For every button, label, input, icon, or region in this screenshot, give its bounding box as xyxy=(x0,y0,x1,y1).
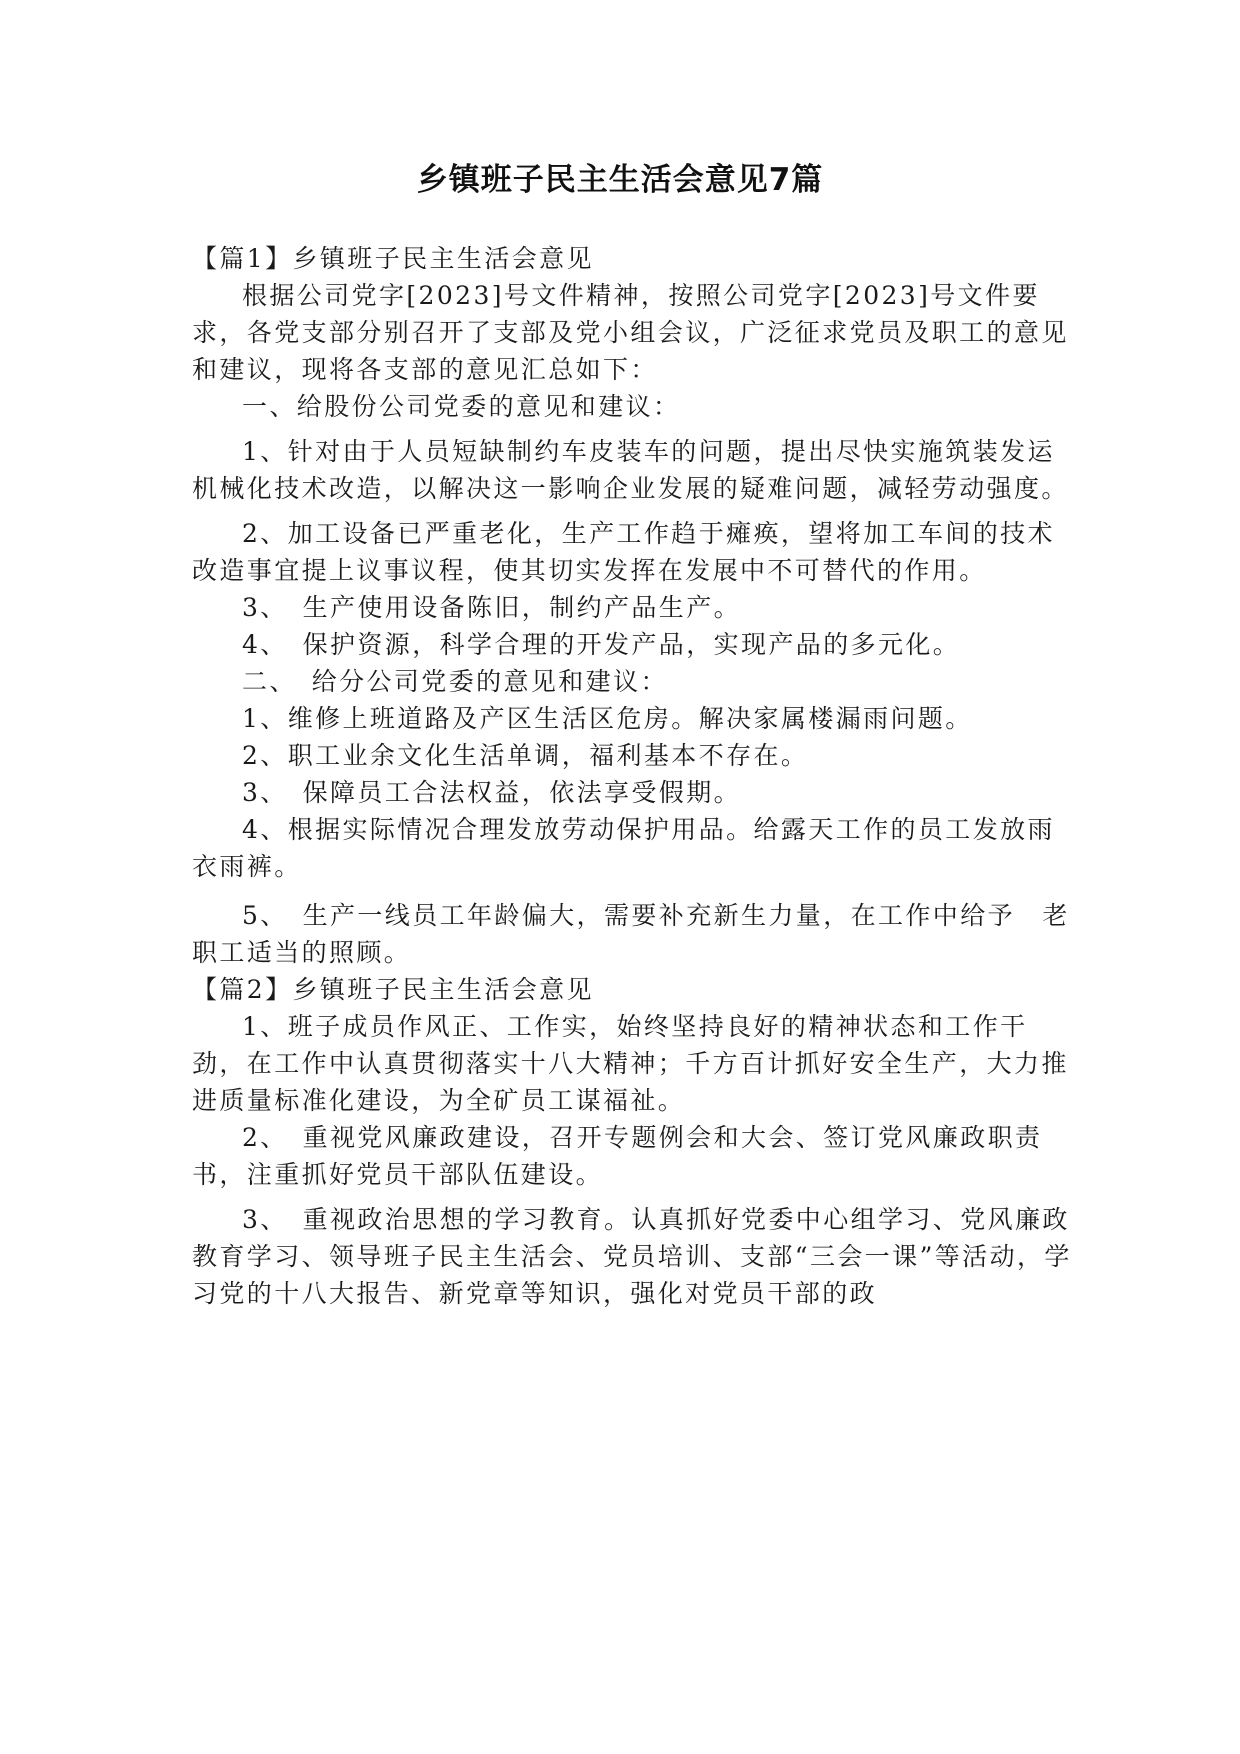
paragraph: 2、加工设备已严重老化，生产工作趋于瘫痪，望将加工车间的技术改造事宜提上议事议程，使其切实发挥在发展中不可替代的作用。 xyxy=(192,519,1055,585)
paragraph: 2、 重视党风廉政建设，召开专题例会和大会、签订党风廉政职责书，注重抓好党员干部队伍建设。 xyxy=(192,1123,1043,1189)
paragraph: 4、根据实际情况合理发放劳动保护用品。给露天工作的员工发放雨衣雨裤。 xyxy=(192,815,1055,881)
paragraph: 一、给股份公司党委的意见和建议： xyxy=(242,392,681,421)
section-heading-1: 【篇1】乡镇班子民主生活会意见 xyxy=(192,244,594,273)
paragraph: 3、 生产使用设备陈旧，制约产品生产。 xyxy=(242,593,742,622)
paragraph: 3、 重视政治思想的学习教育。认真抓好党委中心组学习、党风廉政教育学习、领导班子民主生活会、党员培训、支部“三会一课”等活动，学习党的十八大报告、新党章等知识，强化对党员干部的政 xyxy=(192,1205,1072,1308)
paragraph: 1、班子成员作风正、工作实，始终坚持良好的精神状态和工作干劲，在工作中认真贯彻落实十八大精神；千方百计抓好安全生产，大力推进质量标准化建设，为全矿员工谋福祉。 xyxy=(192,1012,1069,1115)
document-body xyxy=(192,240,1072,1312)
section-heading-2: 【篇2】乡镇班子民主生活会意见 xyxy=(192,975,594,1004)
paragraph: 2、职工业余文化生活单调，福利基本不存在。 xyxy=(242,741,809,770)
paragraph: 1、针对由于人员短缺制约车皮装车的问题，提出尽快实施筑装发运机械化技术改造，以解决这一影响企业发展的疑难问题，减轻劳动强度。 xyxy=(192,437,1069,503)
paragraph: 1、维修上班道路及产区生活区危房。解决家属楼漏雨问题。 xyxy=(242,704,973,733)
paragraph: 5、 生产一线员工年龄偏大，需要补充新生力量，在工作中给予 老职工适当的照顾。 xyxy=(192,901,1070,967)
paragraph: 二、 给分公司党委的意见和建议： xyxy=(242,667,668,696)
paragraph: 3、 保障员工合法权益，依法享受假期。 xyxy=(242,778,742,807)
document-title: 乡镇班子民主生活会意见7篇 xyxy=(416,162,824,198)
paragraph: 根据公司党字[2023]号文件精神，按照公司党字[2023]号文件要求，各党支部分别召开了支部及党小组会议，广泛征求党员及职工的意见和建议，现将各支部的意见汇总如下： xyxy=(192,281,1069,384)
paragraph: 4、 保护资源，科学合理的开发产品，实现产品的多元化。 xyxy=(242,630,961,659)
